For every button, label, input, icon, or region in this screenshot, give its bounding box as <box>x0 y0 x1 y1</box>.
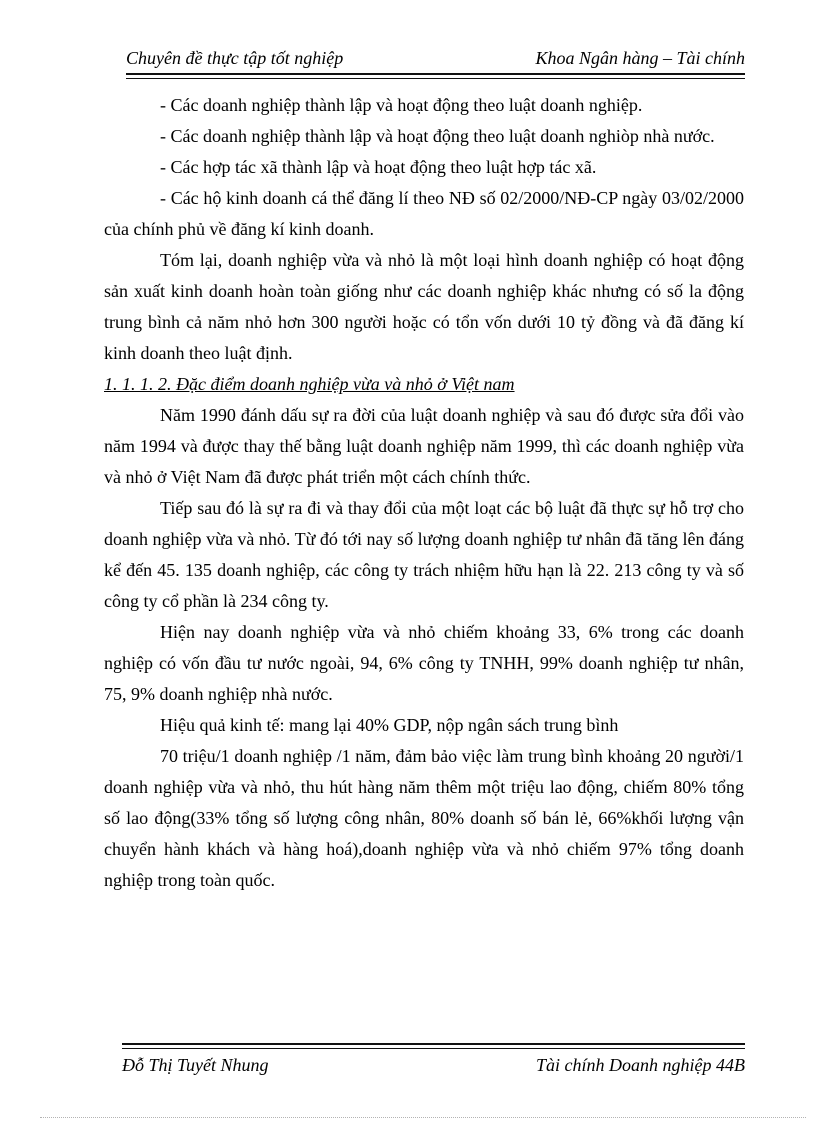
footer-right-text: Tài chính Doanh nghiệp 44B <box>536 1055 745 1075</box>
paragraph: Năm 1990 đánh dấu sự ra đời của luật doanh nghiệp và sau đó được sửa đổi vào năm 1994 và được thay thế bằng luật doanh nghiệp năm 1999, thì các doanh nghiệp vừa và nhỏ ở Việt Nam đã được phát triển một cách chính thức. <box>104 405 744 487</box>
list-paragraph: - Các doanh nghiệp thành lập và hoạt động theo luật doanh nghiòp nhà nước. <box>160 126 715 146</box>
document-body <box>104 90 744 896</box>
footer-left-text: Đỗ Thị Tuyết Nhung <box>122 1055 269 1075</box>
footer-row <box>122 1052 745 1078</box>
page-header <box>126 46 745 79</box>
list-paragraph: - Các hộ kinh doanh cá thể đăng lí theo NĐ số 02/2000/NĐ-CP ngày 03/02/2000 của chính phủ về đăng kí kinh doanh. <box>104 188 744 239</box>
header-row <box>126 46 745 70</box>
paragraph: Hiện nay doanh nghiệp vừa và nhỏ chiếm khoảng 33, 6% trong các doanh nghiệp có vốn đầu tư nước ngoài, 94, 6% công ty TNHH, 99% doanh nghiệp tư nhân, 75, 9% doanh nghiệp nhà nước. <box>104 622 744 704</box>
paragraph: Tóm lại, doanh nghiệp vừa và nhỏ là một loại hình doanh nghiệp có hoạt động sản xuất kinh doanh hoàn toàn giống như các doanh nghiệp khác nhưng có số la động trung bình cả năm nhỏ hơn 300 người hoặc có tổn vốn dưới 10 tỷ đồng và đã đăng kí kinh doanh theo luật định. <box>104 250 744 363</box>
paragraph: Hiệu quả kinh tế: mang lại 40% GDP, nộp ngân sách trung bình <box>160 715 619 735</box>
paragraph: 70 triệu/1 doanh nghiệp /1 năm, đảm bảo việc làm trung bình khoảng 20 người/1 doanh nghiệp vừa và nhỏ, thu hút hàng năm thêm một triệu lao động, chiếm 80% tổng số lao động(33% tổng số lượng công nhân, 80% doanh số bán lẻ, 66%khối lượng vận chuyển hành khách và hàng hoá),doanh nghiệp vừa và nhỏ chiếm 97% tổng doanh nghiệp trong toàn quốc. <box>104 746 744 890</box>
header-left-text: Chuyên đề thực tập tốt nghiệp <box>126 48 344 68</box>
section-heading: 1. 1. 1. 2. Đặc điểm doanh nghiệp vừa và nhỏ ở Việt nam <box>104 374 515 394</box>
page-footer <box>122 1043 745 1078</box>
list-paragraph: - Các doanh nghiệp thành lập và hoạt động theo luật doanh nghiệp. <box>160 95 643 115</box>
header-right-text: Khoa Ngân hàng – Tài chính <box>535 48 745 68</box>
list-paragraph: - Các hợp tác xã thành lập và hoạt động theo luật hợp tác xã. <box>160 157 597 177</box>
paragraph: Tiếp sau đó là sự ra đi và thay đổi của một loạt các bộ luật đã thực sự hỗ trợ cho doanh nghiệp vừa và nhỏ. Từ đó tới nay số lượng doanh nghiệp tư nhân đã tăng lên đáng kể đến 45. 135 doanh nghiệp, các công ty trách nhiệm hữu hạn là 22. 213 công ty và số công ty cổ phần là 234 công ty. <box>104 498 744 611</box>
footer-rule <box>122 1043 745 1049</box>
header-rule <box>126 73 745 79</box>
page-bottom-dotted-line <box>40 1117 806 1118</box>
